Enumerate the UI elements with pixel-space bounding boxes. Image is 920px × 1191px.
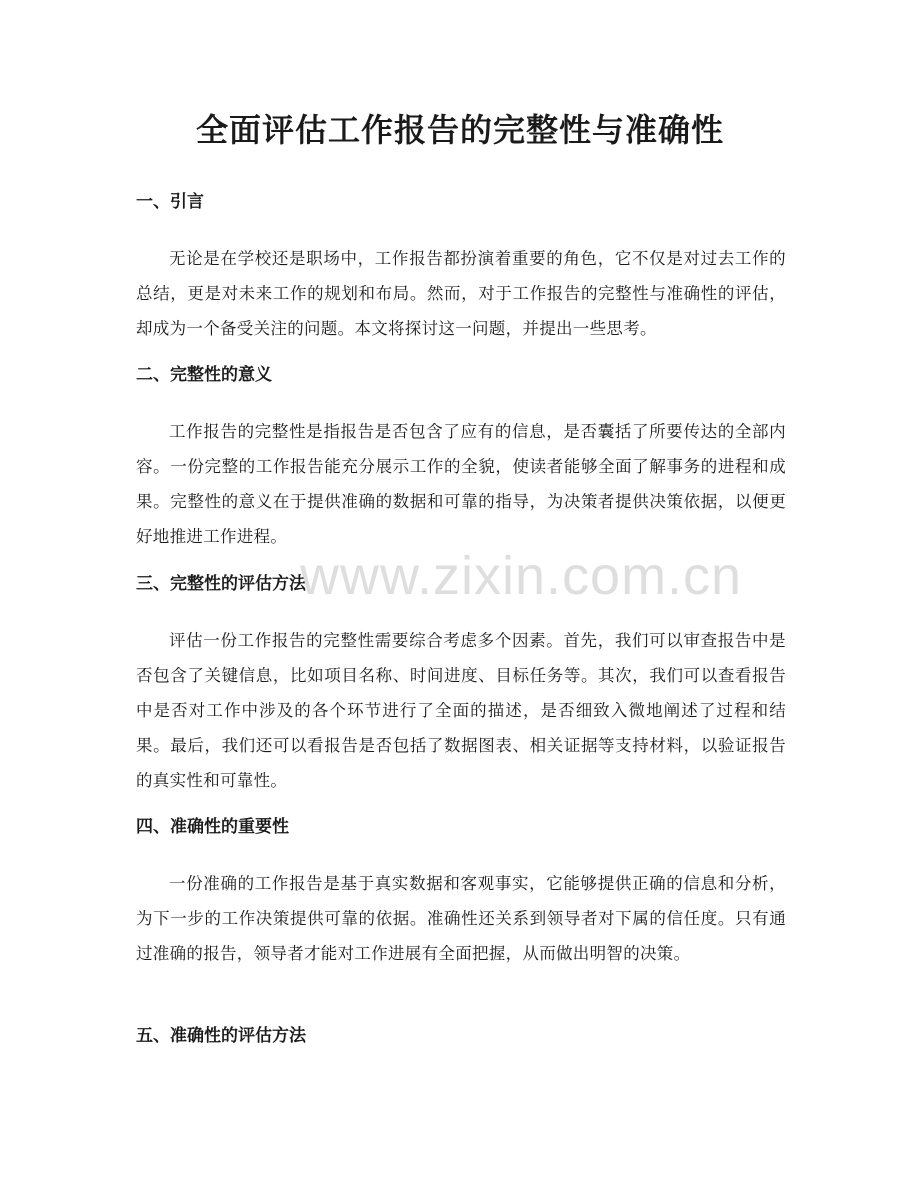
section-paragraph: 无论是在学校还是职场中，工作报告都扮演着重要的角色，它不仅是对过去工作的总结，更是对未来工作的规划和布局。然而，对于工作报告的完整性与准确性的评估，却成为一个备受关注的问题。本文将探讨这一问题，并提出一些思考。 <box>136 249 786 338</box>
watermark-text: www.zixin.com.cn <box>300 546 743 606</box>
section-intro <box>136 190 786 346</box>
section-heading: 二、完整性的意义 <box>136 365 272 385</box>
section-paragraph: 评估一份工作报告的完整性需要综合考虑多个因素。首先，我们可以审查报告中是否包含了关键信息，比如项目名称、时间进度、目标任务等。其次，我们可以查看报告中是否对工作中涉及的各个环节进行了全面的描述，是否细致入微地阐述了过程和结果。最后，我们还可以看报告是否包括了数据图表、相关证据等支持材料，以验证报告的真实性和可靠性。 <box>136 631 786 790</box>
document-title: 全面评估工作报告的完整性与准确性 <box>195 111 724 149</box>
section-heading: 四、准确性的重要性 <box>136 817 289 837</box>
section-accuracy-importance <box>136 815 786 971</box>
section-accuracy-method <box>136 1024 786 1048</box>
section-completeness-method <box>136 572 786 798</box>
section-completeness-meaning <box>136 363 786 554</box>
section-paragraph: 一份准确的工作报告是基于真实数据和客观事实，它能够提供正确的信息和分析，为下一步的工作决策提供可靠的依据。准确性还关系到领导者对下属的信任度。只有通过准确的报告，领导者才能对工作进展有全面把握，从而做出明智的决策。 <box>136 874 786 963</box>
section-heading: 三、完整性的评估方法 <box>136 574 306 594</box>
section-paragraph: 工作报告的完整性是指报告是否包含了应有的信息，是否囊括了所要传达的全部内容。一份完整的工作报告能充分展示工作的全貌，使读者能够全面了解事务的进程和成果。完整性的意义在于提供准确的数据和可靠的指导，为决策者提供决策依据，以便更好地推进工作进程。 <box>136 422 786 546</box>
section-heading: 五、准确性的评估方法 <box>136 1026 306 1046</box>
section-heading: 一、引言 <box>136 192 204 212</box>
